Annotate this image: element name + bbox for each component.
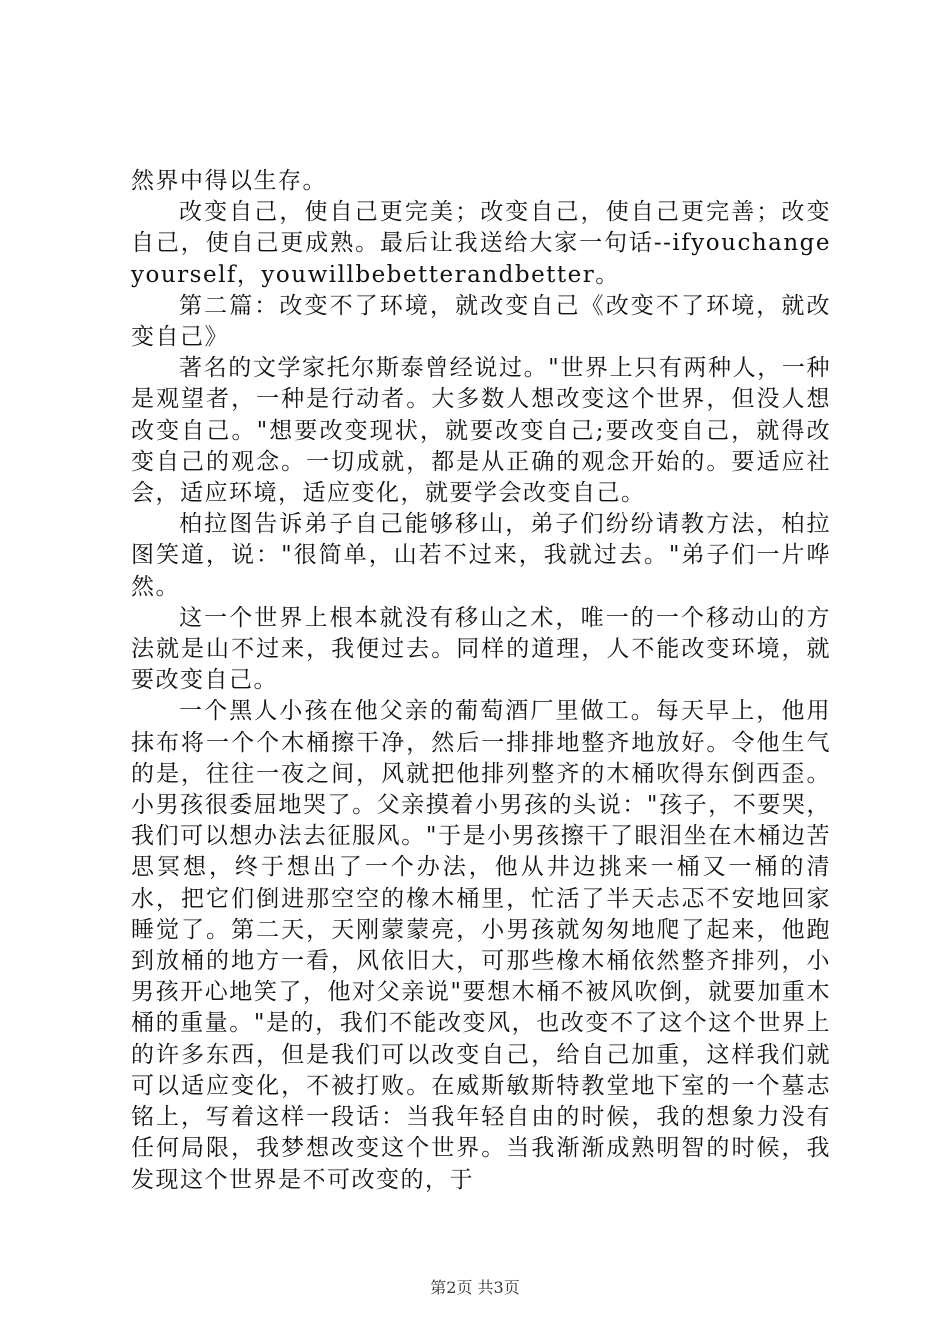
page-footer: 第2页 共3页 [430, 1278, 520, 1297]
paragraph-plato: 柏拉图告诉弟子自己能够移山，弟子们纷纷请教方法，柏拉图笑道，说："很简单，山若不过来，我就过去。"弟子们一片哗然。 [131, 511, 831, 600]
paragraph-tolstoy: 著名的文学家托尔斯泰曾经说过。"世界上只有两种人，一种是观望者，一种是行动者。大多数人想改变这个世界，但没人想改变自己。"想要改变现状，就要改变自己;要改变自己，就得改变自己的观念。一切成就，都是从正确的观念开始的。要适应社会，适应环境，适应变化，就要学会改变自己。 [131, 355, 831, 507]
paragraph-continuation: 然界中得以生存。 [131, 168, 327, 194]
paragraph-barrel-story: 一个黑人小孩在他父亲的葡萄酒厂里做工。每天早上，他用抹布将一个个木桶擦干净，然后一排排地整齐地放好。令他生气的是，往往一夜之间，风就把他排列整齐的木桶吹得东倒西歪。小男孩很委屈地哭了。父亲摸着小男孩的头说："孩子，不要哭，我们可以想办法去征服风。"于是小男孩擦干了眼泪坐在木桶边苦思冥想，终于想出了一个办法，他从井边挑来一桶又一桶的清水，把它们倒进那空空的橡木桶里，忙活了半天忐忑不安地回家睡觉了。第二天，天刚蒙蒙亮，小男孩就匆匆地爬了起来，他跑到放桶的地方一看，风依旧大，可那些橡木桶依然整齐排列，小男孩开心地笑了，他对父亲说"要想木桶不被风吹倒，就要加重木桶的重量。"是的，我们不能改变风，也改变不了这个这个世界上的许多东西，但是我们可以改变自己，给自己加重，这样我们就可以适应变化，不被打败。在威斯敏斯特教堂地下室的一个墓志铭上，写着这样一段话：当我年轻自由的时候，我的想象力没有任何局限，我梦想改变这个世界。当我渐渐成熟明智的时候，我发现这个世界是不可改变的，于 [131, 698, 831, 1193]
section-heading: 第二篇：改变不了环境，就改变自己《改变不了环境，就改变自己》 [131, 292, 831, 351]
paragraph-mountain: 这一个世界上根本就没有移山之术，唯一的一个移动山的方法就是山不过来，我便过去。同样的道理，人不能改变环境，就要改变自己。 [131, 604, 831, 694]
paragraph-change-yourself: 改变自己，使自己更完美；改变自己，使自己更完善；改变自己，使自己更成熟。最后让我送给大家一句话--ifyouchangeyourself，youwillbebetterandbetter。 [131, 199, 831, 288]
document-body [131, 166, 831, 1196]
